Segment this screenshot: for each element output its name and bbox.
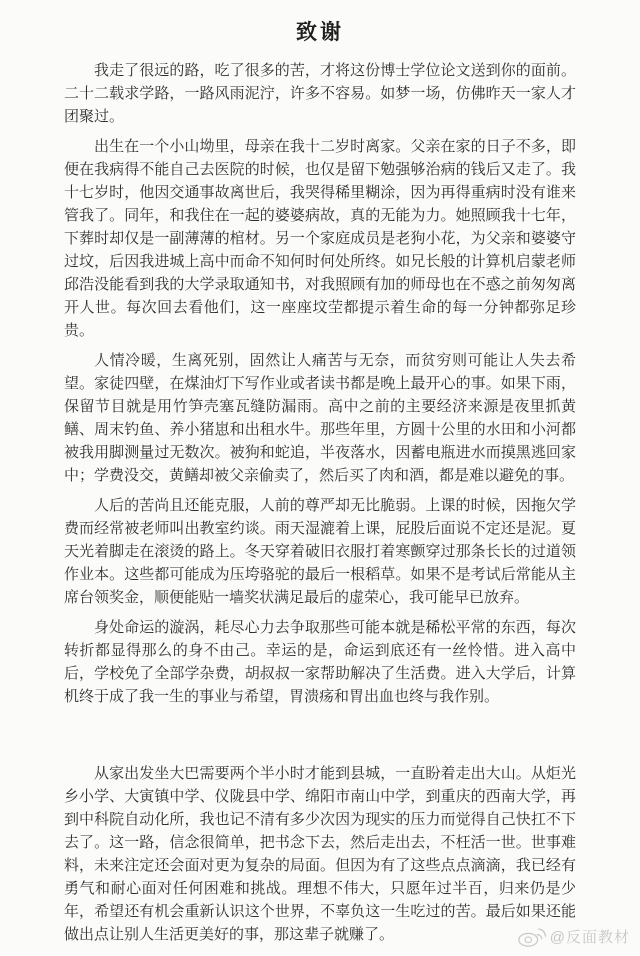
paragraph-3: 人情冷暖，生离死别，固然让人痛苦与无奈，而贫穷则可能让人失去希望。家徒四壁，在煤油灯下写作业或者读书都是晚上最开心的事。如果下雨，保留节目就是用竹笋壳塞瓦缝防漏雨。高中之前的主要经济来源是夜里抓黄鳝、周末钓鱼、养小猪崽和出租水牛。那些年里，方圆十公里的水田和小河都被我用脚测量过无数次。被狗和蛇追，半夜落水，因蓄电瓶进水而摸黑逃回家中；学费没交，黄鳝却被父亲偷卖了，然后买了肉和酒，都是难以避免的事。 (64, 353, 576, 484)
paragraph-4: 人后的苦尚且还能克服，人前的尊严却无比脆弱。上课的时候，因拖欠学费而经常被老师叫出教室约谈。雨天湿漉着上课，屁股后面说不定还是泥。夏天光着脚走在滚烫的路上。冬天穿着破旧衣服打着寒颤穿过那条长长的过道领作业本。这些都可能成为压垮骆驼的最后一根稻草。如果不是考试后常能从主席台领奖金，顺便能贴一墙奖状满足最后的虚荣心，我可能早已放弃。 (64, 498, 576, 606)
page-title: 致谢 (296, 21, 344, 44)
acknowledgement-body (64, 60, 576, 947)
paragraph-2: 出生在一个小山坳里，母亲在我十二岁时离家。父亲在家的日子不多，即便在我病得不能自己去医院的时候，也仅是留下勉强够治病的钱后又走了。我十七岁时，他因交通事故离世后，我哭得稀里糊涂，因为再得重病时没有谁来管我了。同年，和我住在一起的婆婆病故，真的无能为力。她照顾我十七年，下葬时却仅是一副薄薄的棺材。另一个家庭成员是老狗小花，为父亲和婆婆守过坟，后因我进城上高中而命不知何时何处所终。如兄长般的计算机启蒙老师邱浩没能看到我的大学录取通知书，对我照顾有加的师母也在不惑之前匆匆离开人世。每次回去看他们，这一座座坟茔都提示着生命的每一分钟都弥足珍贵。 (64, 139, 576, 339)
watermark (517, 924, 630, 948)
watermark-handle: @反面教材 (549, 928, 630, 946)
paragraph-1: 我走了很远的路，吃了很多的苦，才将这份博士学位论文送到你的面前。二十二载求学路，一路风雨泥泞，许多不容易。如梦一场，仿佛昨天一家人才团聚过。 (64, 63, 576, 125)
weibo-icon (517, 924, 547, 948)
paragraph-6: 从家出发坐大巴需要两个半小时才能到县城，一直盼着走出大山。从炬光乡小学、大寅镇中学、仪陇县中学、绵阳市南山中学，到重庆的西南大学，再到中科院自动化所，我也记不清有多少次因为现实的压力而觉得自己快扛不下去了。这一路，信念很简单，把书念下去，然后走出去，不枉活一世。世事难料，未来注定还会面对更为复杂的局面。但因为有了这些点点滴滴，我已经有勇气和耐心面对任何困难和挑战。理想不伟大，只愿年过半百，归来仍是少年，希望还有机会重新认识这个世界，不辜负这一生吃过的苦。最后如果还能做出点让别人生活更美好的事，那这辈子就赚了。 (64, 766, 576, 943)
paragraph-5: 身处命运的漩涡，耗尽心力去争取那些可能本就是稀松平常的东西，每次转折都显得那么的身不由己。幸运的是，命运到底还有一丝怜惜。进入高中后，学校免了全部学杂费，胡叔叔一家帮助解决了生活费。进入大学后，计算机终于成了我一生的事业与希望，胃溃疡和胃出血也终与我作别。 (64, 620, 576, 705)
